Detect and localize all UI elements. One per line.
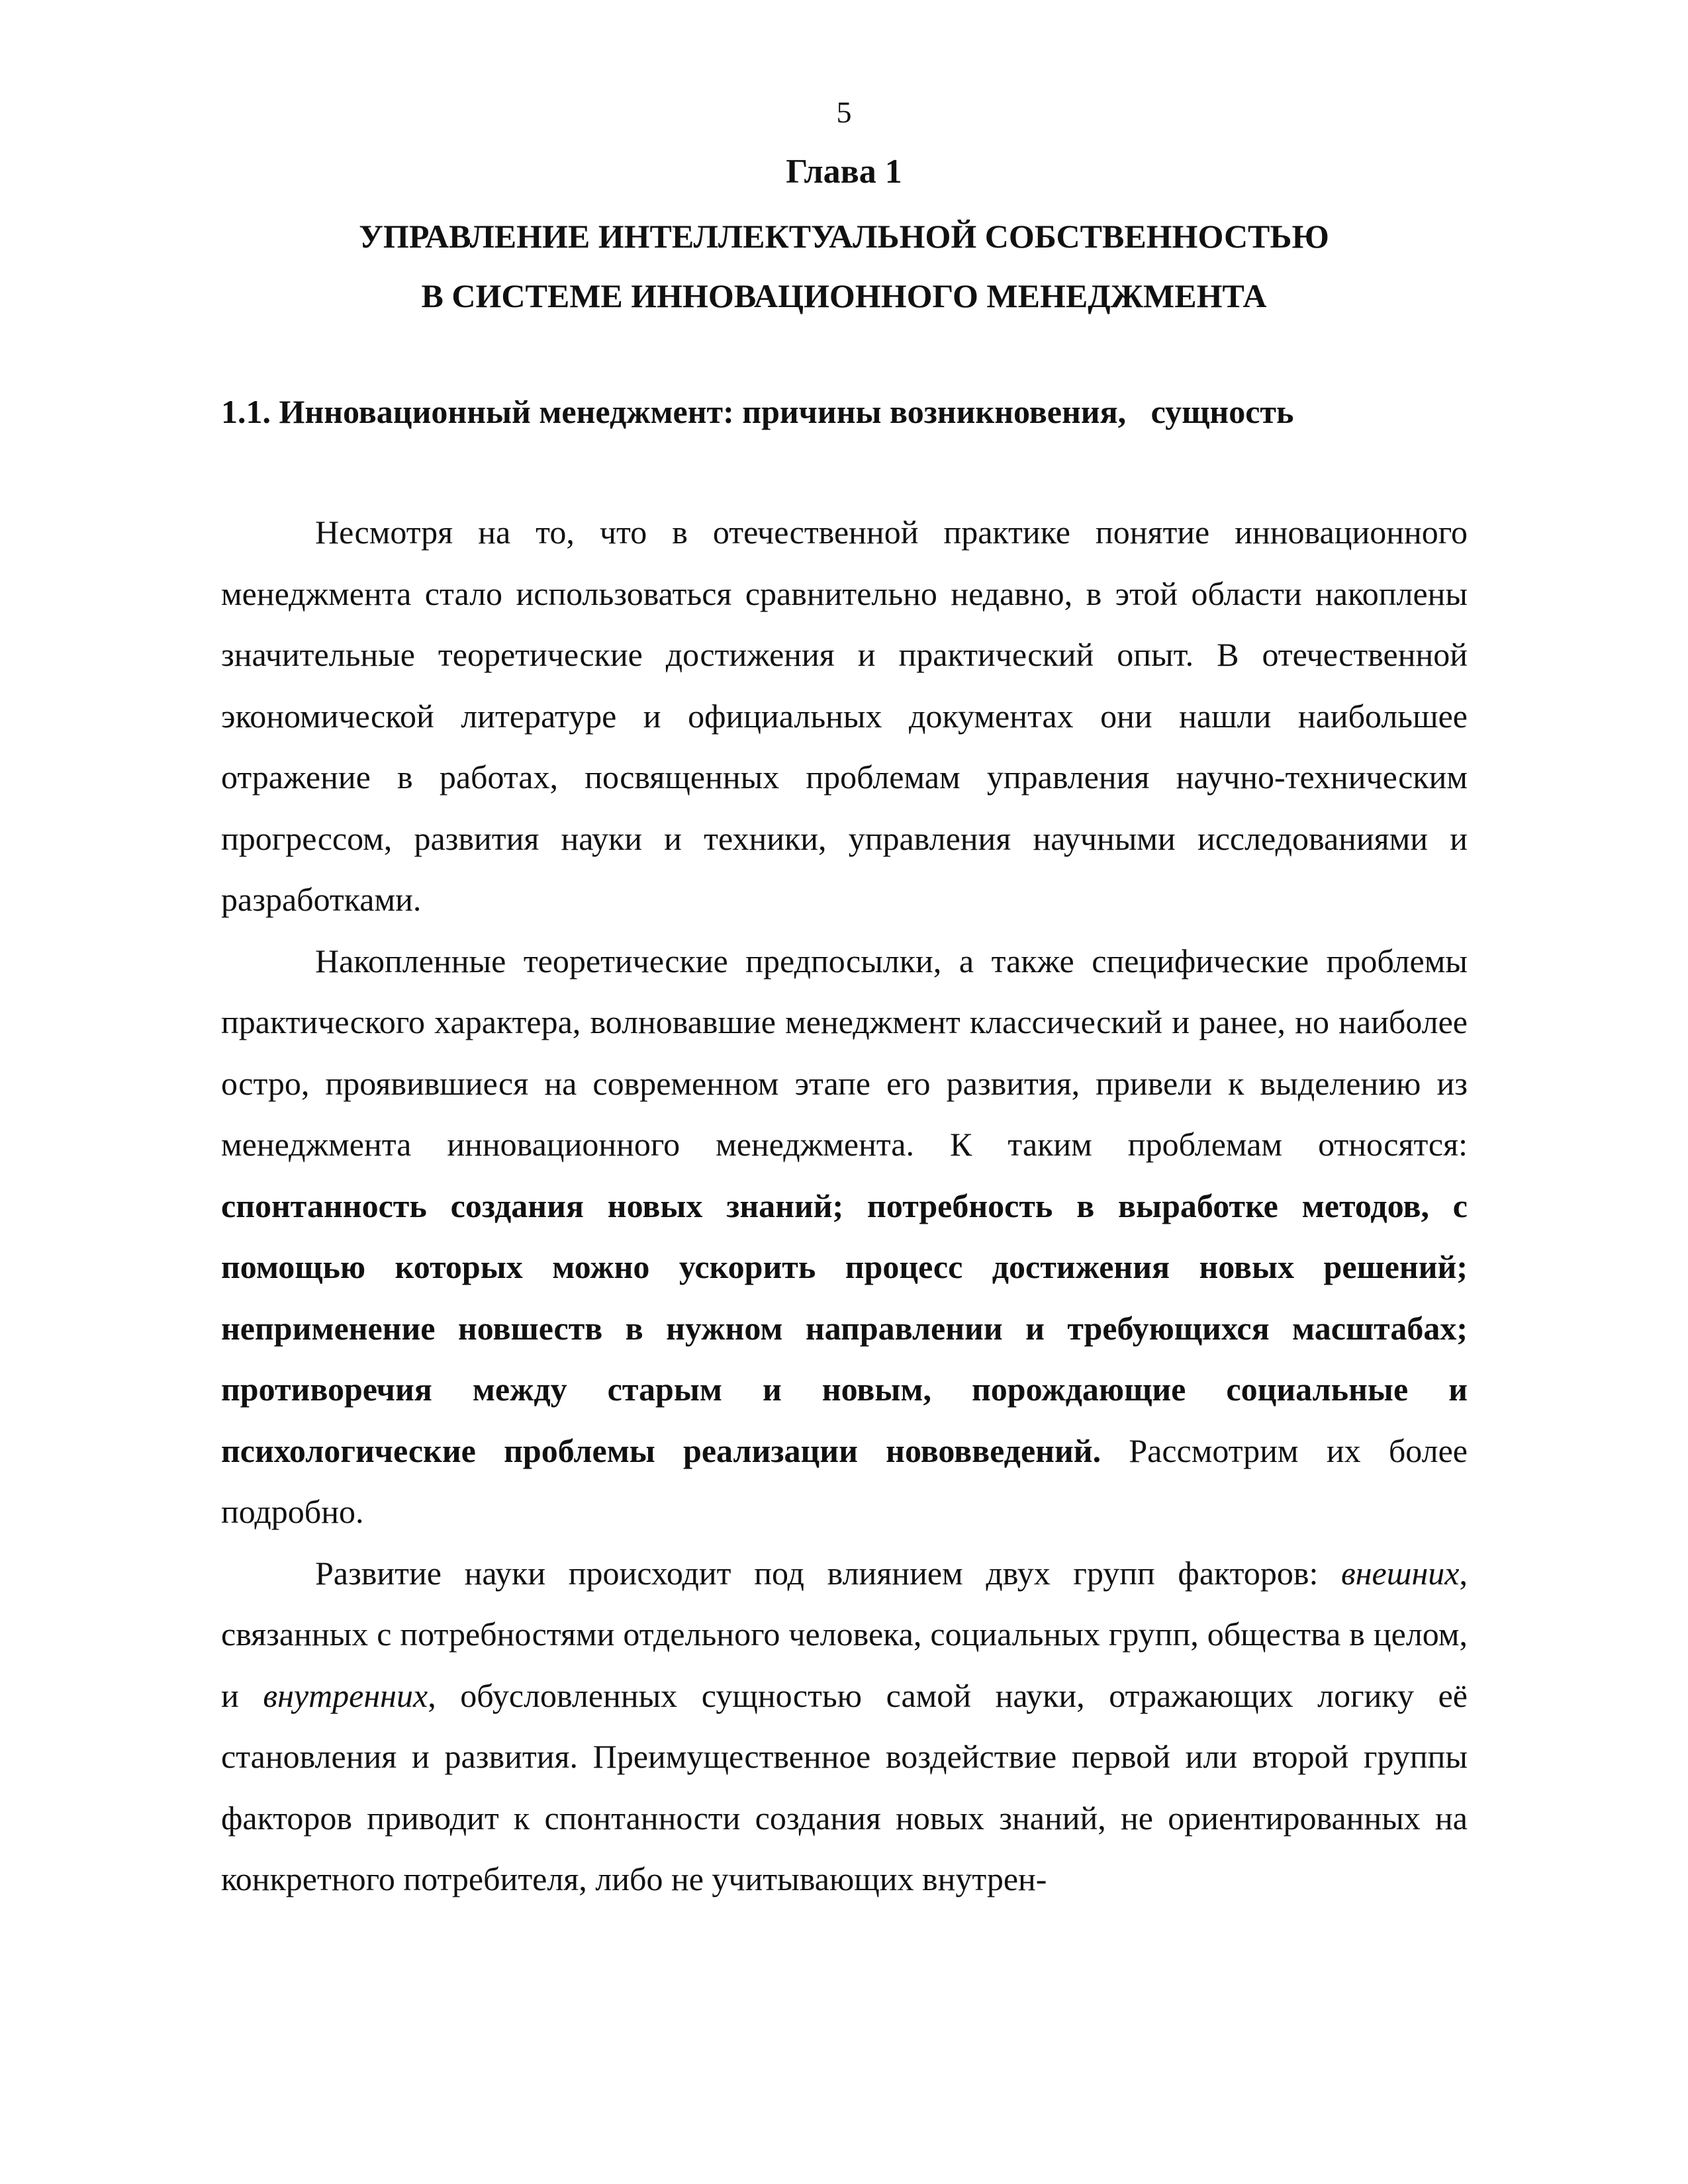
paragraph-3-part-a: Развитие науки происходит под влиянием двух групп факторов:: [315, 1554, 1342, 1592]
body-text: [221, 502, 1468, 1910]
paragraph-2-bold-problems: спонтанность создания новых знаний; потребность в выработке методов, с помощью которых можно ускорить процесс достижения новых решений; неприменение новшеств в нужном направлении и требующихся масштабах; противоречия между старым и новым, порождающие социальные и психологические проблемы реализации нововведений.: [221, 1187, 1468, 1469]
chapter-title-line-1: УПРАВЛЕНИЕ ИНТЕЛЛЕКТУАЛЬНОЙ СОБСТВЕННОСТЬЮ: [359, 218, 1329, 255]
paragraph-1: Несмотря на то, что в отечественной практике понятие инновационного менеджмента стало использоваться сравнительно недавно, в этой области накоплены значительные теоретические достижения и практический опыт. В отечественной экономической литературе и официальных документах они нашли наибольшее отражение в работах, посвященных проблемам управления научно-техническим прогрессом, развития науки и техники, управления научными исследованиями и разработками.: [221, 514, 1468, 918]
chapter-title: [0, 206, 1688, 326]
paragraph-3: [221, 1543, 1468, 1910]
paragraph-2-end: Рассмотрим их более подробно.: [221, 1432, 1468, 1530]
page-number: 5: [836, 95, 852, 129]
paragraph-3-italic-external: внешних: [1341, 1554, 1460, 1592]
section-heading: 1.1. Инновационный менеджмент: причины возникновения, сущность: [221, 393, 1294, 430]
paragraph-2-start: Накопленные теоретические предпосылки, а также специфические проблемы практического характера, волновавшие менеджмент классический и ранее, но наиболее остро, проявившиеся на современном этапе его развития, привели к выделению из менеджмента инновационного менеджмента. К таким проблемам относятся:: [221, 942, 1468, 1163]
paragraph-2: [221, 931, 1468, 1543]
chapter-label: Глава 1: [786, 153, 902, 191]
paragraph-3-part-b: , связанных с потребностями отдельного человека, социальных групп, общества в целом, и: [221, 1554, 1468, 1714]
paragraph-3-italic-internal: внутренних: [263, 1676, 428, 1714]
paragraph-3-part-c: , обусловленных сущностью самой науки, отражающих логику её становления и развития. Преимущественное воздействие первой или второй группы факторов приводит к спонтанности создания новых знаний, не ориентированных на конкретного потребителя, либо не учитывающих внутрен-: [221, 1676, 1468, 1897]
chapter-title-line-2: В СИСТЕМЕ ИННОВАЦИОННОГО МЕНЕДЖМЕНТА: [421, 277, 1267, 314]
